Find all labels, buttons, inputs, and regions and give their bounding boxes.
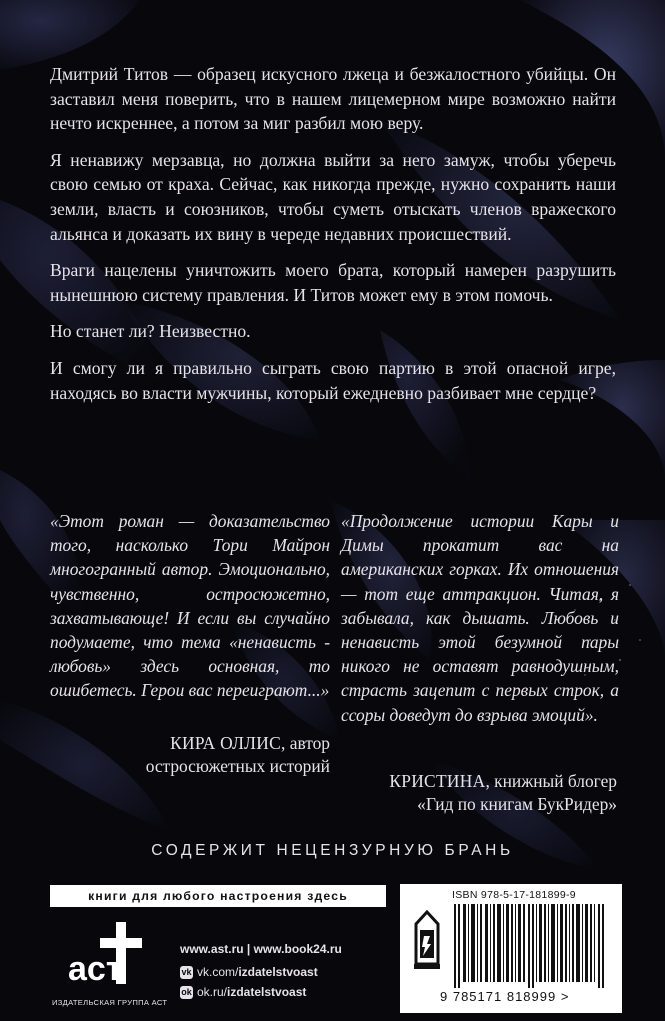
logo-text: аст [68,950,123,988]
barcode-icon [454,904,612,988]
vk-link[interactable] [180,965,318,979]
vk-prefix: vk.com/ [197,965,239,979]
ok-icon: ok [181,986,192,997]
reviewer-name: КИРА ОЛЛИС [170,733,282,753]
content-warning: СОДЕРЖИТ НЕЦЕНЗУРНУЮ БРАНЬ [151,842,514,859]
reviewer-role-line2: остросюжетных историй [145,756,330,776]
ast-logo-icon [66,918,150,996]
publisher-logo [52,918,168,1014]
vk-handle: izdatelstvoast [238,965,318,979]
ok-handle: izdatelstvoast [227,985,307,999]
ok-prefix: ok.ru/ [197,985,228,999]
publisher-caption: ИЗДАТЕЛЬСКАЯ ГРУППА АСТ [52,998,168,1007]
blurb-paragraph: Дмитрий Титов — образец искусного лжеца и безжалостного убийцы. Он заставил меня поверить, что в нашем лицемерном мире возможно найти нечто искреннее, а потом за миг разбил мою веру. [50,64,616,134]
blurb-paragraph: Враги нацелены уничтожить моего брата, который намерен разрушить нынешнюю систему правления. И Титов может ему в этом помочь. [50,260,616,305]
blurb-paragraph: Но станет ли? Неизвестно. [50,321,251,342]
blurb-text [50,62,616,417]
reviewer-role: , автор [281,733,330,753]
lantern-icon [410,910,444,972]
reviewer-name: КРИСТИНА [389,771,486,791]
slogan-banner: книги для любого настроения здесь [50,885,386,907]
review-quote-left: «Этот роман — доказательство того, насколько Тори Майрон многогранный автор. Эмоционально, чувственно, остросюжетно, захватывающе! И если вы случайно подумаете, что тема «ненависть - любовь» здесь основная, то ошибетесь. Герои вас переиграют...» [50,511,330,701]
barcode-digits: 9 785171 818999 > [440,989,570,1004]
isbn-barcode-box [400,884,622,1013]
blurb-paragraph: И смогу ли я правильно сыграть свою партию в этой опасной игре, находясь во власти мужчины, который ежедневно разбивает мне сердце? [50,357,616,403]
review-attribution-right [341,770,617,816]
reviewer-role-line2: «Гид по книгам БукРидер» [417,794,617,814]
website-links[interactable]: www.ast.ru | www.book24.ru [180,942,342,956]
ok-link[interactable] [180,985,306,999]
isbn-number: ISBN 978-5-17-181899-9 [452,889,576,901]
blurb-paragraph: Я ненавижу мерзавца, но должна выйти за него замуж, чтобы уберечь свою семью от краха. Сейчас, как никогда прежде, нужно сохранить наши земли, власть и союзников, чтобы суметь отыскать членов вражеского альянса и доказать их вину в череде недавних происшествий. [50,149,616,244]
review-attribution-left [50,732,330,778]
review-quote-right: «Продолжение истории Кары и Димы прокатит вас на американских горках. Их отношения — тот еще аттракцион. Читая, я забывала, как дышать. Любовь и ненависть этой безумной пары никого не оставят равнодушным, страсть зацепит с первых строк, а ссоры доведут до взрыва эмоций». [341,511,619,725]
reviewer-role: , книжный блогер [485,771,617,791]
vk-icon: vk [181,966,192,977]
